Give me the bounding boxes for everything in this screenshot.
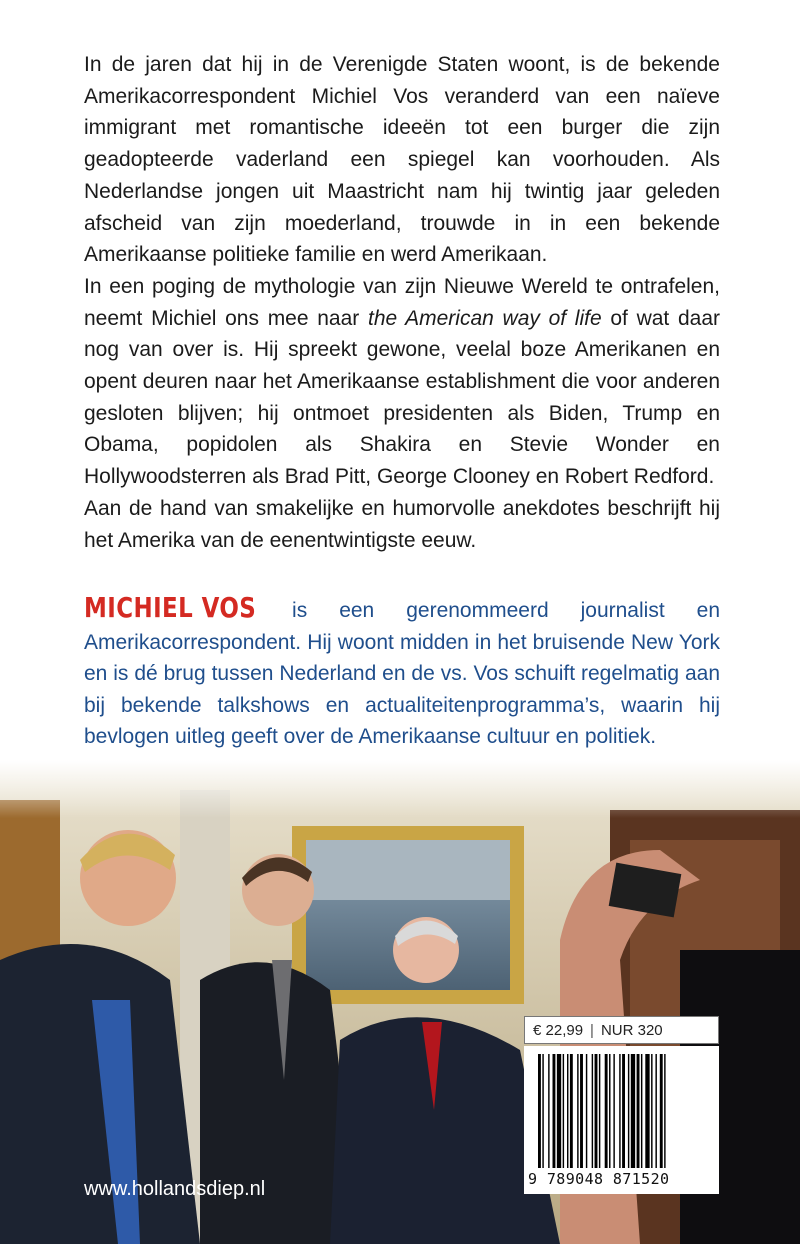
nur-code: NUR 320 — [600, 1021, 663, 1039]
isbn-number: 9 789048 871520 — [528, 1170, 670, 1188]
barcode-bar — [548, 1054, 549, 1168]
blurb-p2-start: In een poging de mythologie van zijn Nieuwe Wereld te ontrafelen, neemt Michiel ons mee naar — [84, 274, 720, 330]
barcode-bar — [557, 1054, 561, 1168]
barcode-bar — [622, 1054, 625, 1168]
barcode-bar — [542, 1054, 543, 1168]
barcode-bar — [577, 1054, 578, 1168]
barcode-bar — [570, 1054, 573, 1168]
price-separator: | — [590, 1021, 594, 1039]
barcode-bar — [619, 1054, 620, 1168]
publisher-url: www.hollandsdiep.nl — [84, 1178, 266, 1200]
back-cover-blurb — [84, 49, 720, 556]
barcode-bar — [595, 1054, 598, 1168]
barcode-bar — [645, 1054, 649, 1168]
author-bio — [84, 592, 720, 753]
author-bio-text: is een gerenommeerd journalist en Amerikacorrespondent. Hij woont midden in het bruisende New York en is dé brug tussen Nederland en de vs. Vos schuift regelmatig aan bij bekende talkshows en actualiteitenprogramma’s, waarin hij bevlogen uitleg geeft over de Amerikaanse cultuur en politiek. — [84, 599, 720, 748]
barcode-box — [524, 1046, 719, 1194]
blurb-paragraph-3: Aan de hand van smakelijke en humorvolle anekdotes beschrijft hij het Amerika van de eenentwintigste eeuw. — [84, 496, 720, 552]
barcode-bar — [599, 1054, 600, 1168]
barcode-bar — [567, 1054, 568, 1168]
blurb-paragraph-1: In de jaren dat hij in de Verenigde Staten woont, is de bekende Amerikacorrespondent Michiel Vos veranderd van een naïeve immigrant met romantische ideeën tot een burger die zijn geadopteerde vaderland een spiegel kan voorhouden. Als Nederlandse jongen uit Maastricht nam hij twintig jaar geleden afscheid van zijn moederland, trouwde in in een bekende Amerikaanse politieke familie en werd Amerikaan. — [84, 53, 720, 267]
barcode-bar — [609, 1054, 610, 1168]
author-name: MICHIEL VOS — [84, 591, 257, 624]
barcode-bar — [651, 1054, 652, 1168]
barcode-bar — [538, 1054, 541, 1168]
price: € 22,99 — [533, 1021, 584, 1039]
barcode-bar — [637, 1054, 640, 1168]
blurb-p2-end: of wat daar nog van over is. Hij spreekt gewone, veelal boze Amerikanen en opent deuren naar het Amerikaanse establishment die voor anderen gesloten blijven; hij ontmoet presidenten als Biden, Trump en Obama, popidolen als Shakira en Stevie Wonder en Hollywoodsterren als Brad Pitt, George Clooney en Robert Redford. — [84, 306, 720, 489]
barcode-bar — [660, 1054, 663, 1168]
barcode-bar — [605, 1054, 608, 1168]
barcode-bar — [664, 1054, 665, 1168]
barcode-bar — [586, 1054, 587, 1168]
barcode-bar — [580, 1054, 583, 1168]
barcode-bar — [655, 1054, 656, 1168]
barcode-bar — [592, 1054, 593, 1168]
blurb-p2-italic: the American way of life — [368, 306, 602, 330]
barcode-bar — [641, 1054, 642, 1168]
barcode-bar — [553, 1054, 556, 1168]
barcode — [538, 1054, 706, 1168]
price-box — [524, 1016, 719, 1044]
barcode-bar — [631, 1054, 635, 1168]
barcode-bar — [628, 1054, 629, 1168]
barcode-bar — [563, 1054, 564, 1168]
barcode-bar — [613, 1054, 614, 1168]
blurb-paragraph-2 — [84, 271, 720, 493]
